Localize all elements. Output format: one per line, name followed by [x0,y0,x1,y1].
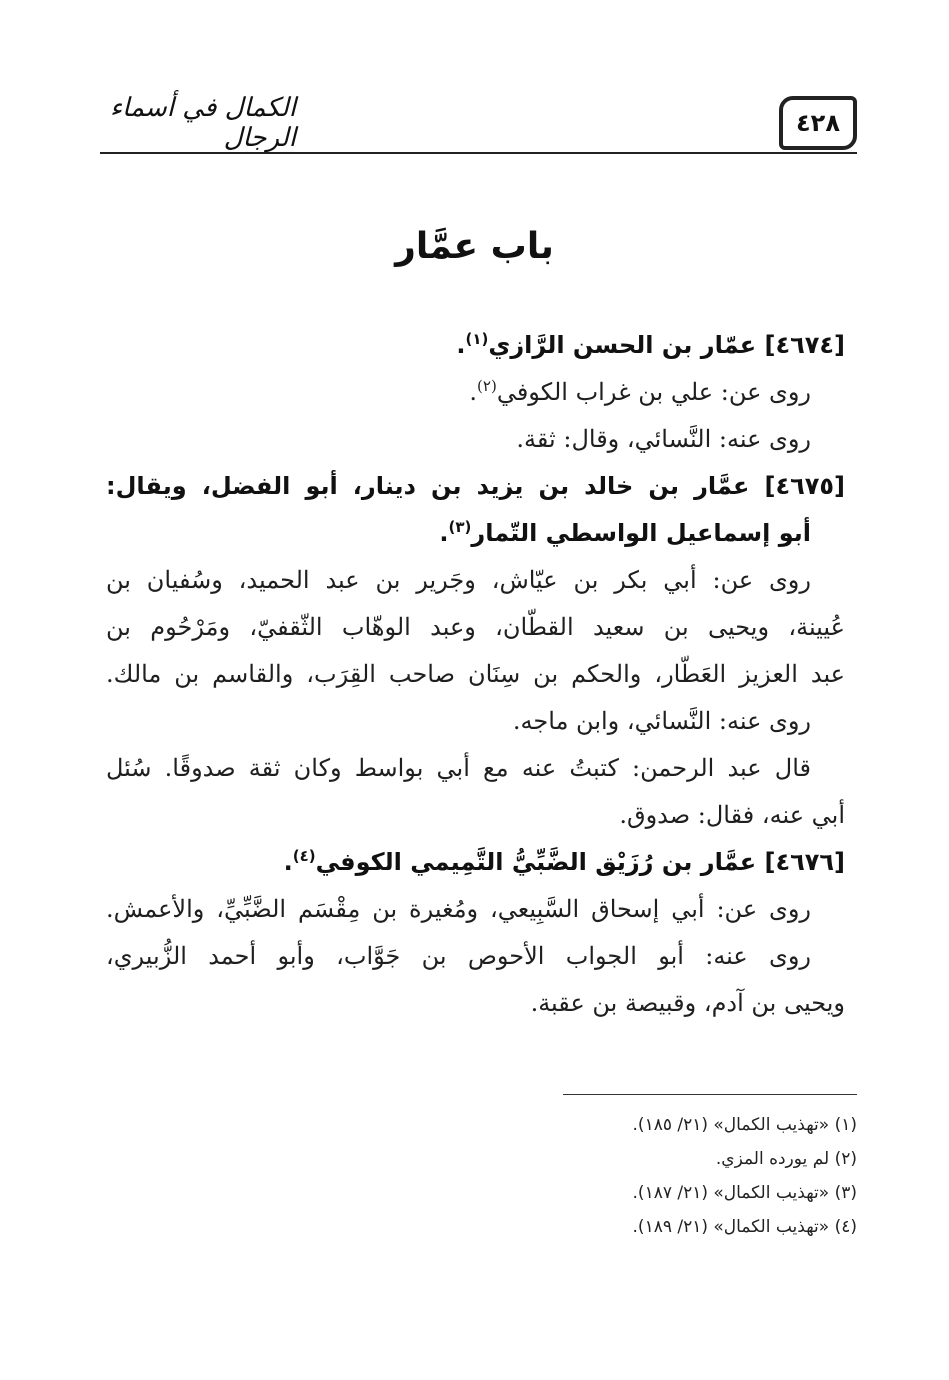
line-text: عُيينة، ويحيى بن سعيد القطّان، وعبد الوهّاب الثّقفيّ، ومَرْحُوم بن [106,613,845,641]
book-title-calligraphy [106,93,296,153]
line-text: أبو إسماعيل الواسطي التّمار [471,519,811,547]
body-line [106,369,845,416]
body-line [106,416,845,463]
page-number: ٤٢٨ [796,109,840,137]
book-title: الكمال في أسماء الرجال [109,93,296,153]
line-end-punctuation: . [439,519,449,547]
footnote-marker: (١) [465,330,489,348]
line-text: روى عنه: النَّسائي، وابن ماجه. [512,707,811,735]
line-end-punctuation: . [469,378,478,406]
body-text [106,322,845,1027]
footnote: (٣) «تهذيب الكمال» (٢١/ ١٨٧). [632,1183,857,1203]
body-line [106,651,845,698]
line-text: روى عنه: النَّسائي، وقال: ثقة. [516,425,811,453]
entry-heading-line [106,463,845,510]
body-line [106,604,845,651]
footnotes [106,1108,857,1244]
page-number-box [779,96,857,150]
entry-heading-line [106,322,845,369]
footnote-marker: (٢) [477,377,497,395]
footnote-marker: (٤) [292,847,316,865]
line-text: روى عن: أبي إسحاق السَّبِيعي، ومُغيرة بن مِقْسَم الضَّبِّيِّ، والأعمش. [106,895,811,923]
line-text: [٤٦٧٦] عمَّار بن رُزَيْق الضَّبِّيُّ التَّمِيمي الكوفي [315,848,845,876]
footnote-rule [563,1094,857,1095]
body-line [106,886,845,933]
body-line [106,980,845,1027]
entry-heading-line [106,510,845,557]
header-rule [100,152,857,154]
footnote: (١) «تهذيب الكمال» (٢١/ ١٨٥). [632,1115,857,1135]
line-text: [٤٦٧٤] عمّار بن الحسن الرَّازي [488,331,845,359]
line-text: روى عن: علي بن غراب الكوفي [496,378,811,406]
chapter-title: باب عمَّار [395,226,554,267]
line-text: ويحيى بن آدم، وقبيصة بن عقبة. [530,989,845,1017]
body-line [106,933,845,980]
line-text: [٤٦٧٥] عمَّار بن خالد بن يزيد بن دينار، أبو الفضل، ويقال: [106,472,845,500]
line-text: روى عنه: أبو الجواب الأحوص بن جَوَّاب، وأبو أحمد الزُّبيري، [106,942,811,970]
line-text: أبي عنه، فقال: صدوق. [619,801,845,829]
footnote: (٢) لم يورده المزي. [715,1149,857,1169]
body-line [106,792,845,839]
body-line [106,698,845,745]
body-line [106,557,845,604]
body-line [106,745,845,792]
line-end-punctuation: . [283,848,293,876]
line-text: روى عن: أبي بكر بن عيّاش، وجَرير بن عبد الحميد، وسُفيان بن [106,566,811,594]
footnote: (٤) «تهذيب الكمال» (٢١/ ١٨٩). [632,1217,857,1237]
line-end-punctuation: . [456,331,466,359]
line-text: قال عبد الرحمن: كتبتُ عنه مع أبي بواسط وكان ثقة صدوقًا. سُئل [106,754,811,782]
footnote-marker: (٣) [448,518,472,536]
entry-heading-line [106,839,845,886]
line-text: عبد العزيز العَطّار، والحكم بن سِنَان صاحب القِرَب، والقاسم بن مالك. [106,660,845,688]
